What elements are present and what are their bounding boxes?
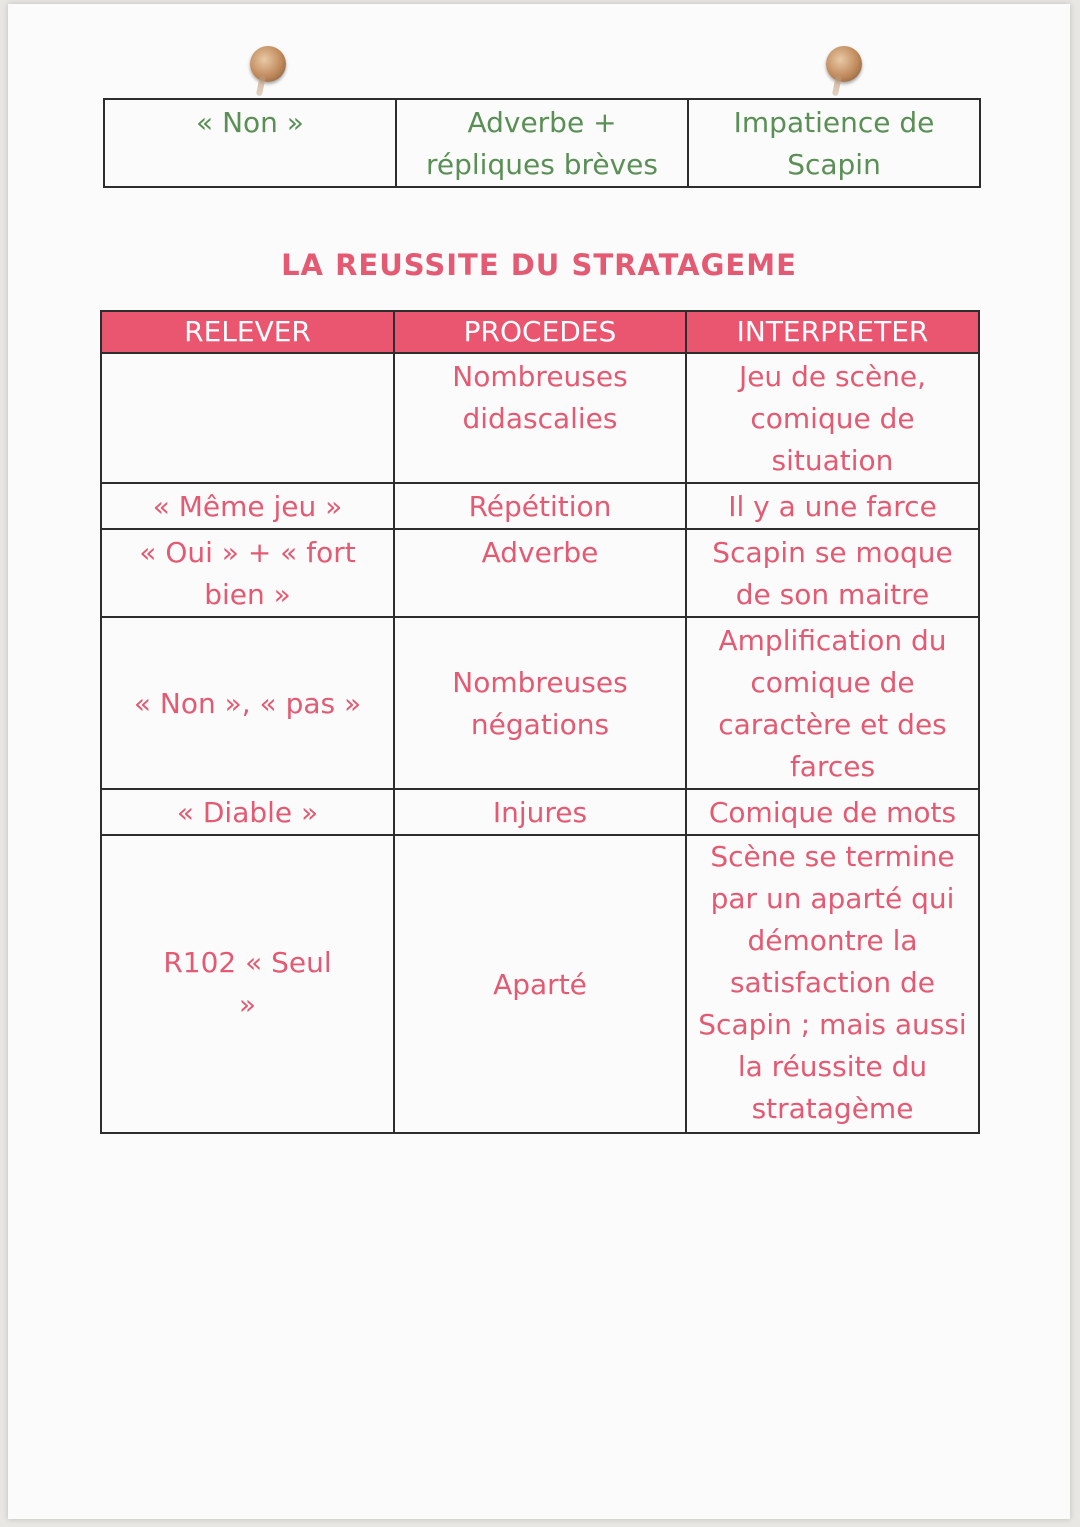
table-row <box>101 353 979 483</box>
table-row <box>101 789 979 835</box>
header-interpreter: INTERPRETER <box>686 311 979 353</box>
header-procedes: PROCEDES <box>394 311 686 353</box>
header-row <box>101 311 979 353</box>
cell-interpreter: Il y a une farce <box>686 483 979 529</box>
table-row <box>101 483 979 529</box>
table-row <box>101 835 979 1133</box>
cell-procedes: Nombreuses négations <box>394 617 686 789</box>
cell-interpreter: Amplification du comique de caractère et des farces <box>686 617 979 789</box>
cell-interpreter: Scapin se moque de son maitre <box>686 529 979 617</box>
section-title: LA REUSSITE DU STRATAGEME <box>281 248 797 282</box>
paper-sheet <box>8 4 1070 1519</box>
cell-relever <box>101 353 394 483</box>
top-table <box>103 98 981 188</box>
cell-interpreter: Comique de mots <box>686 789 979 835</box>
cell-procedes: Nombreuses didascalies <box>394 353 686 483</box>
cell-relever: « Même jeu » <box>101 483 394 529</box>
header-relever: RELEVER <box>101 311 394 353</box>
cell-procedes: Injures <box>394 789 686 835</box>
cell-interpreter: Jeu de scène, comique de situation <box>686 353 979 483</box>
cell-relever: R102 « Seul » <box>101 835 394 1133</box>
pushpin-left-icon <box>250 46 286 82</box>
cell-relever: « Non » <box>104 99 396 187</box>
cell-procedes: Aparté <box>394 835 686 1133</box>
cell-relever: « Oui » + « fort bien » <box>101 529 394 617</box>
stratageme-table <box>100 310 980 1134</box>
cell-interpreter: Impatience de Scapin <box>688 99 980 187</box>
cell-procedes: Répétition <box>394 483 686 529</box>
pushpin-right-icon <box>826 46 862 82</box>
cell-procedes: Adverbe + répliques brèves <box>396 99 688 187</box>
cell-procedes: Adverbe <box>394 529 686 617</box>
table-row <box>101 529 979 617</box>
table-row <box>101 617 979 789</box>
table-row <box>104 99 980 187</box>
cell-interpreter: Scène se termine par un aparté qui démontre la satisfaction de Scapin ; mais aussi la réussite du stratagème <box>686 835 979 1133</box>
cell-relever: « Diable » <box>101 789 394 835</box>
cell-relever: « Non », « pas » <box>101 617 394 789</box>
